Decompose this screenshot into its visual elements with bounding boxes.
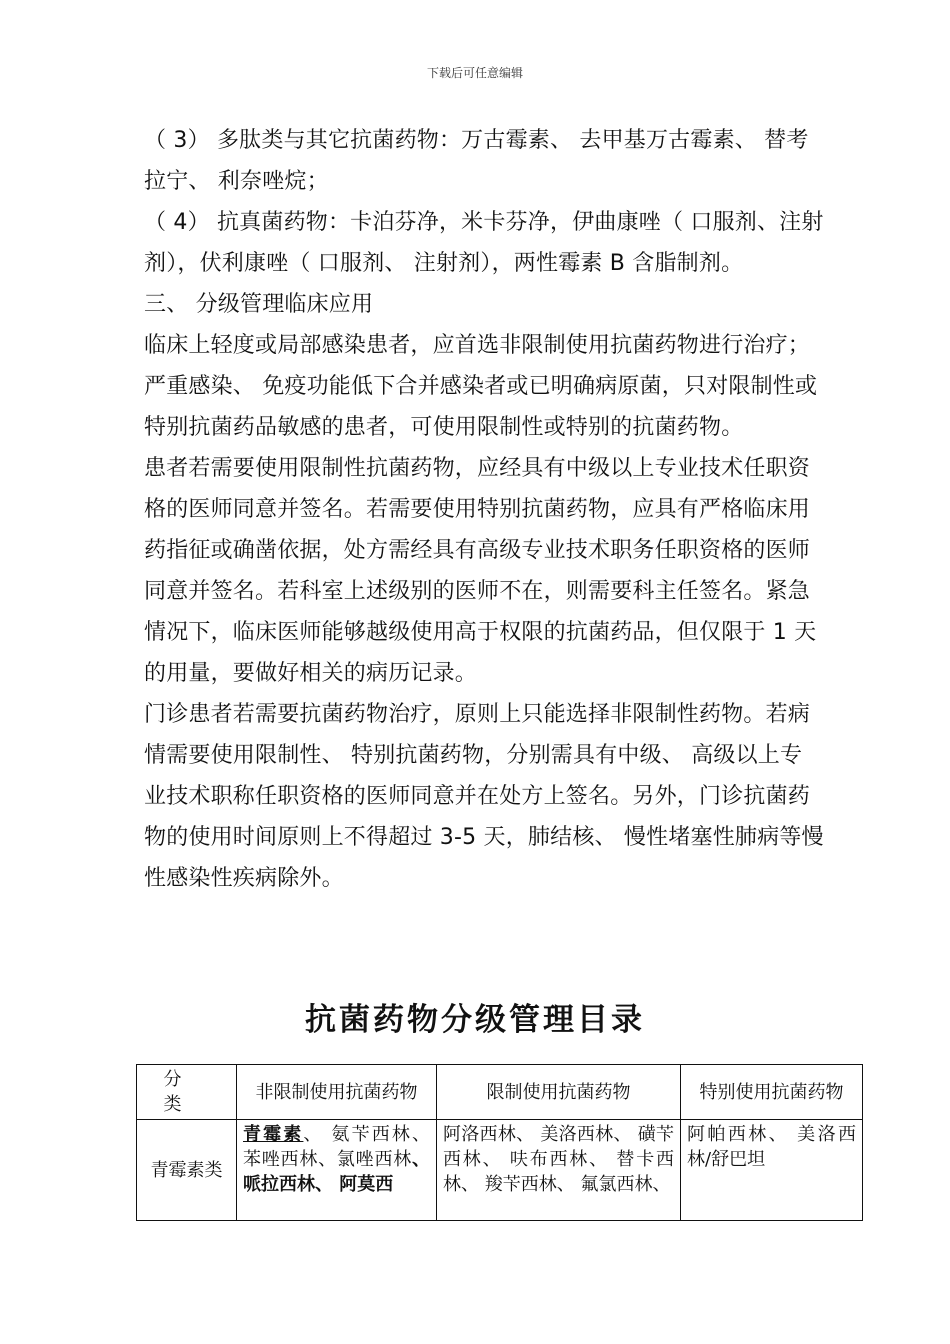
drug-list-bold: 、 哌拉西林、 阿莫西 — [243, 1149, 430, 1195]
header-unrestricted: 非限制使用抗菌药物 — [237, 1065, 437, 1120]
header-special: 特别使用抗菌药物 — [681, 1065, 863, 1120]
drug-highlight: 青霉素 — [243, 1124, 304, 1145]
row-category: 青霉素类 — [137, 1120, 237, 1221]
section-heading: 三、 分级管理临床应用 — [144, 292, 374, 317]
paragraph-item-4: （ 4） 抗真菌药物：卡泊芬净，米卡芬净，伊曲康唑（ 口服剂、注射剂），伏利康唑（ 口服剂、 注射剂），两性霉素 B 含脂制剂。 — [144, 210, 824, 276]
header-restricted: 限制使用抗菌药物 — [437, 1065, 681, 1120]
drug-list: 、 氨苄西林、 苯唑西林、氯唑西林 — [243, 1124, 430, 1170]
table-row — [137, 1120, 863, 1221]
page-header: 下载后可任意编辑 — [426, 66, 523, 80]
paragraph-clinical-use: 临床上轻度或局部感染患者，应首选非限制使用抗菌药物进行治疗；严重感染、 免疫功能低下合并感染者或已明确病原菌，只对限制性或特别抗菌药品敏感的患者，可使用限制性或特别的抗菌药物。 — [144, 333, 818, 440]
row-unrestricted — [237, 1120, 437, 1221]
table-title: 抗菌药物分级管理目录 — [305, 1002, 645, 1038]
paragraph-item-3: （ 3） 多肽类与其它抗菌药物：万古霉素、 去甲基万古霉素、 替考拉宁、 利奈唑烷； — [144, 128, 809, 194]
antibiotic-table — [136, 1064, 863, 1221]
paragraph-prescribing-authority: 患者若需要使用限制性抗菌药物，应经具有中级以上专业技术任职资格的医师同意并签名。若需要使用特别抗菌药物，应具有严格临床用药指征或确凿依据，处方需经具有高级专业技术职务任职资格的医师同意并签名。若科室上述级别的医师不在，则需要科主任签名。紧急情况下，临床医师能够越级使用高于权限的抗菌药品，但仅限于 1 天的用量，要做好相关的病历记录。 — [144, 456, 817, 686]
row-restricted: 阿洛西林、 美洛西林、 磺苄西林、 呋布西林、 替卡西林、 羧苄西林、 氟氯西林、 — [437, 1120, 681, 1221]
header-category: 分类 — [137, 1065, 237, 1120]
document-body — [144, 120, 824, 899]
row-special: 阿帕西林、 美洛西林/舒巴坦 — [681, 1120, 863, 1221]
paragraph-outpatient: 门诊患者若需要抗菌药物治疗，原则上只能选择非限制性药物。若病情需要使用限制性、 特别抗菌药物，分别需具有中级、 高级以上专业技术职称任职资格的医师同意并在处方上签名。另外，门诊抗菌药物的使用时间原则上不得超过 3-5 天，肺结核、 慢性堵塞性肺病等慢性感染性疾病除外。 — [144, 702, 824, 891]
table-header-row — [137, 1065, 863, 1120]
